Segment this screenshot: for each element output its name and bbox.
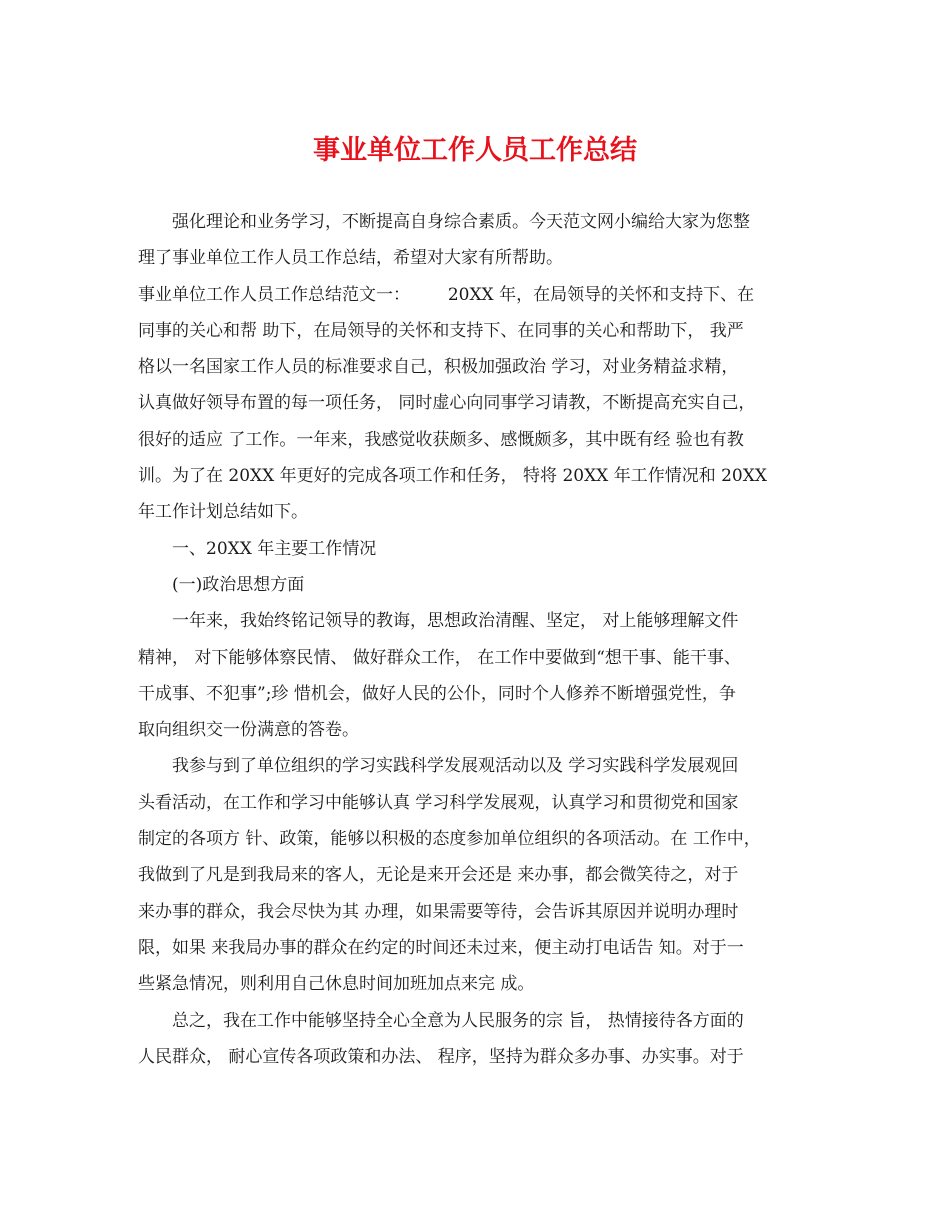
text-line: 些紧急情况，则利用自己休息时间加班加点来完 成。 xyxy=(138,974,535,995)
text-line: 格以一名国家工作人员的标准要求自己，积极加强政治 学习，对业务精益求精， xyxy=(138,357,739,378)
text-line: 我做到了凡是到我局来的客人，无论是来开会还是 来办事，都会微笑待之，对于 xyxy=(138,865,739,886)
text-line: 头看活动，在工作和学习中能够认真 学习科学发展观，认真学习和贯彻党和国家 xyxy=(138,792,739,813)
text-line: 强化理论和业务学习，不断提高自身综合素质。今天范文网小编给大家为您整 xyxy=(172,212,750,232)
text-line: (一)政治思想方面 xyxy=(172,574,305,595)
text-line: 限，如果 来我局办事的群众在约定的时间还未过来，便主动打电话告 知。对于一 xyxy=(138,937,744,958)
text-line: 来办事的群众，我会尽快为其 办理，如果需要等待，会告诉其原因并说明办理时 xyxy=(138,901,739,922)
document-title: 事业单位工作人员工作总结 xyxy=(313,135,637,166)
text-line: 干成事、不犯事”;珍 惜机会，做好人民的公仆，同时个人修养不断增强党性，争 xyxy=(138,683,736,704)
text-line: 制定的各项方 针、政策，能够以积极的态度参加单位组织的各项活动。在 工作中， xyxy=(138,829,761,850)
document-body xyxy=(138,204,818,1075)
text-line: 取向组织交一份满意的答卷。 xyxy=(138,720,359,741)
text-line: 一、20XX 年主要工作情况 xyxy=(172,538,377,559)
text-line: 人民群众， 耐心宣传各项政策和办法、 程序，坚持为群众多办事、办实事。对于 xyxy=(138,1046,744,1067)
text-line: 同事的关心和帮 助下，在局领导的关怀和支持下、在同事的关心和帮助下， 我严 xyxy=(138,320,744,341)
text-line: 一年来，我始终铭记领导的教诲，思想政治清醒、坚定， 对上能够理解文件 xyxy=(172,611,739,632)
text-line: 理了事业单位工作人员工作总结，希望对大家有所帮助。 xyxy=(138,248,563,269)
text-line: 年工作计划总结如下。 xyxy=(138,502,308,523)
text-line: 很好的适应 了工作。一年来，我感觉收获颇多、感慨颇多，其中既有经 验也有教 xyxy=(138,429,744,450)
text-line: 我参与到了单位组织的学习实践科学发展观活动以及 学习实践科学发展观回 xyxy=(172,756,739,777)
text-line: 精神， 对下能够体察民情、 做好群众工作， 在工作中要做到“想干事、能干事、 xyxy=(138,647,741,668)
text-line: 事业单位工作人员工作总结范文一： 20XX 年，在局领导的关怀和支持下、在 xyxy=(138,284,755,305)
text-line: 认真做好领导布置的每一项任务， 同时虚心向同事学习请教，不断提高充实自己， xyxy=(138,393,756,414)
text-line: 总之，我在工作中能够坚持全心全意为人民服务的宗 旨， 热情接待各方面的 xyxy=(172,1010,744,1031)
text-line: 训。为了在 20XX 年更好的完成各项工作和任务， 特将 20XX 年工作情况和 20XX xyxy=(138,466,767,487)
